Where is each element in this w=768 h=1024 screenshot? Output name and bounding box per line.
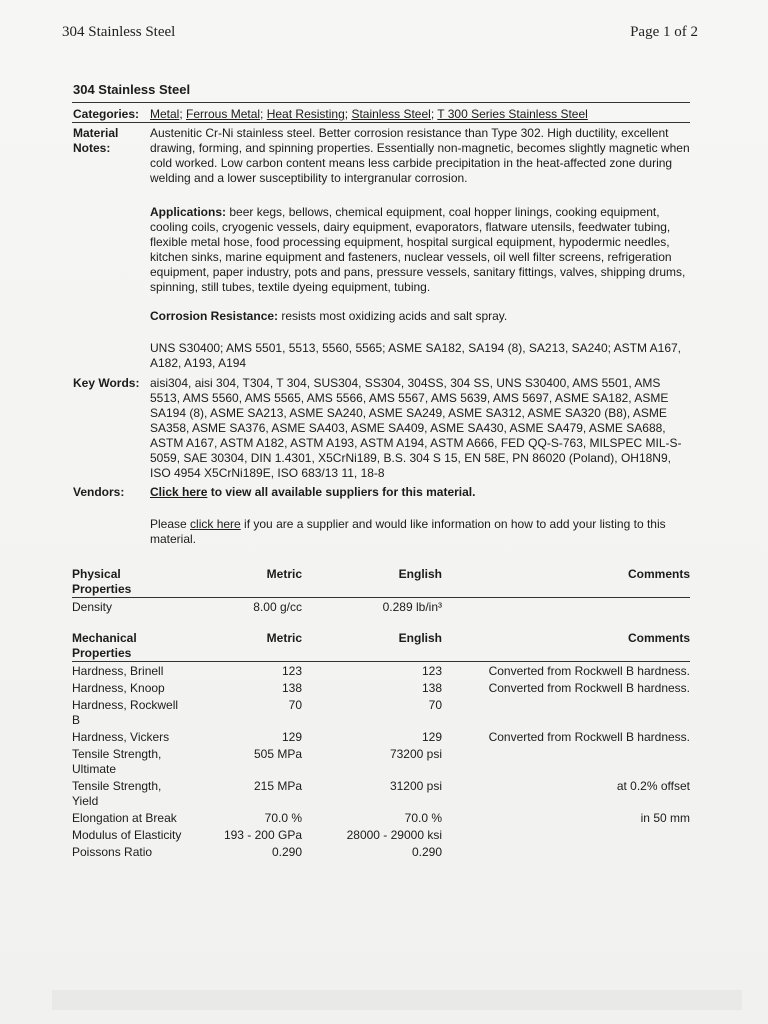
material-notes-label: Material Notes: [73,126,119,155]
property-name: Hardness, Rockwell B [72,698,179,727]
table-header-row [72,631,690,662]
metric-value: 0.290 [271,845,302,859]
table-row [72,662,690,680]
corrosion-value: resists most oxidizing acids and salt spray. [278,309,508,323]
column-header: Comments [442,631,690,662]
metric-value: 138 [281,681,302,695]
supplier-link[interactable]: click here [190,517,241,531]
column-header: Mechanical Properties [72,631,182,662]
key-words-label: Key Words: [73,376,140,390]
applications-text [150,205,690,295]
english-value: 70 [428,698,442,712]
comment: Converted from Rockwell B hardness. [488,730,690,744]
comment: at 0.2% offset [616,779,690,793]
property-name: Tensile Strength, Ultimate [72,747,162,776]
running-header [62,24,698,41]
running-header-title: 304 Stainless Steel [62,24,176,40]
property-name: Modulus of Elasticity [72,828,182,842]
supplier-note-post: if you are a supplier and would like information on how to add your listing to this material. [150,517,666,546]
table-row [72,679,690,696]
property-name: Elongation at Break [72,811,177,825]
category-link[interactable]: Heat Resisting [266,107,345,121]
corrosion-text [150,309,690,324]
applications-label: Applications: [150,205,227,219]
column-header: Metric [182,631,302,662]
english-value: 0.289 lb/in³ [382,600,442,614]
metric-value: 215 MPa [253,779,302,793]
table-row [72,809,690,826]
english-value: 138 [421,681,442,695]
scan-shadow-band [52,990,742,1010]
property-name: Hardness, Vickers [72,730,170,744]
english-value: 73200 psi [389,747,442,761]
vendors-link-rest: to view all available suppliers for this material. [207,485,476,499]
comment [442,843,690,860]
category-link[interactable]: Metal [150,107,180,121]
english-value: 129 [421,730,442,744]
category-link[interactable]: Stainless Steel [351,107,431,121]
metric-value: 70 [288,698,302,712]
comment [442,826,690,843]
comment [442,598,690,616]
material-notes-text: Austenitic Cr-Ni stainless steel. Better corrosion resistance than Type 302. High ductility, excellent drawing, forming, and spinning properties. Essentially non-magnetic, becomes slightly magnetic when cold worked. Low carbon content means less carbide precipitation in the heat-affected zone during welding and a lower susceptibility to intergranular corrosion. [150,126,690,185]
property-name: Density [72,600,113,614]
metric-value: 129 [281,730,302,744]
metric-value: 193 - 200 GPa [223,828,302,842]
column-header: English [302,567,442,598]
property-name: Tensile Strength, Yield [72,779,162,808]
column-header: Comments [442,567,690,598]
table-row [72,826,690,843]
table-row [72,598,690,616]
supplier-note [150,517,690,547]
key-words-text: aisi304, aisi 304, T304, T 304, SUS304, SS304, 304SS, 304 SS, UNS S30400, AMS 5501, AMS 5513, AMS 5560, AMS 5565, AMS 5566, AMS 5567, AMS 5639, AMS 5697, ASME SA182, ASME SA194 (8), ASME SA213, ASME SA240, ASME SA249, ASME SA312, ASME SA320 (B8), ASME SA358, ASME SA376, ASME SA403, ASME SA409, ASME SA430, ASME SA479, ASME SA688, ASTM A167, ASTM A182, ASTM A193, ASTM A194, ASTM A666, FED QQ-S-763, MILSPEC MIL-S-5059, SAE 30304, DIN 1.4301, X5CrNi189, B.S. 304 S 15, EN 58E, PN 86020 (Poland), OH18N9, ISO 4954 X5CrNi189E, ISO 683/13 11, 18-8 [150,376,682,480]
comment: Converted from Rockwell B hardness. [488,664,690,678]
comment: Converted from Rockwell B hardness. [488,681,690,695]
vendors-link[interactable]: Click here [150,485,208,499]
categories-list: Metal; Ferrous Metal; Heat Resisting; Stainless Steel; T 300 Series Stainless Steel [150,107,588,121]
english-value: 123 [421,664,442,678]
metric-value: 123 [281,664,302,678]
comment [442,745,690,777]
mechanical-properties-table [72,631,690,860]
table-row [72,843,690,860]
metric-value: 8.00 g/cc [253,600,302,614]
table-row [72,728,690,745]
categories-rule [72,122,690,123]
supplier-note-pre: Please [150,517,191,531]
applications-list: beer kegs, bellows, chemical equipment, coal hopper linings, cooking equipment, cooling coils, cryogenic vessels, dairy equipment, evaporators, flatware utensils, feedwater tubing, flexible metal hose, food processing equipment, hospital surgical equipment, hypodermic needles, kitchen sinks, marine equipment and fasteners, nuclear vessels, oil well filter screens, refrigeration equipment, paper industry, pots and pans, pressure vessels, sanitary fittings, valves, shipping drums, spinning, still tubes, textile dyeing equipment, tubing. [150,205,686,294]
categories-label: Categories: [73,107,140,121]
english-value: 0.290 [411,845,442,859]
table-header-row [72,567,690,598]
page-title: 304 Stainless Steel [73,82,191,97]
english-value: 70.0 % [404,811,442,825]
vendors-text [150,485,690,500]
english-value: 28000 - 29000 ksi [346,828,442,842]
metric-value: 70.0 % [264,811,302,825]
property-name: Poissons Ratio [72,845,153,859]
title-rule [72,102,690,103]
category-link[interactable]: Ferrous Metal [186,107,261,121]
column-header: English [302,631,442,662]
physical-properties-table [72,567,690,615]
vendors-label: Vendors: [73,485,125,499]
english-value: 31200 psi [389,779,442,793]
table-row [72,696,690,728]
table-row [72,745,690,777]
comment [442,696,690,728]
column-header: Physical Properties [72,567,182,598]
table-row [72,777,690,809]
specifications-text: UNS S30400; AMS 5501, 5513, 5560, 5565; ASME SA182, SA194 (8), SA213, SA240; ASTM A167, A182, A193, A194 [150,341,682,370]
corrosion-label: Corrosion Resistance: [150,309,279,323]
category-link[interactable]: T 300 Series Stainless Steel [437,107,588,121]
comment: in 50 mm [640,811,690,825]
page-number: Page 1 of 2 [630,24,698,40]
metric-value: 505 MPa [253,747,302,761]
column-header: Metric [182,567,302,598]
property-name: Hardness, Knoop [72,681,165,695]
property-name: Hardness, Brinell [72,664,164,678]
